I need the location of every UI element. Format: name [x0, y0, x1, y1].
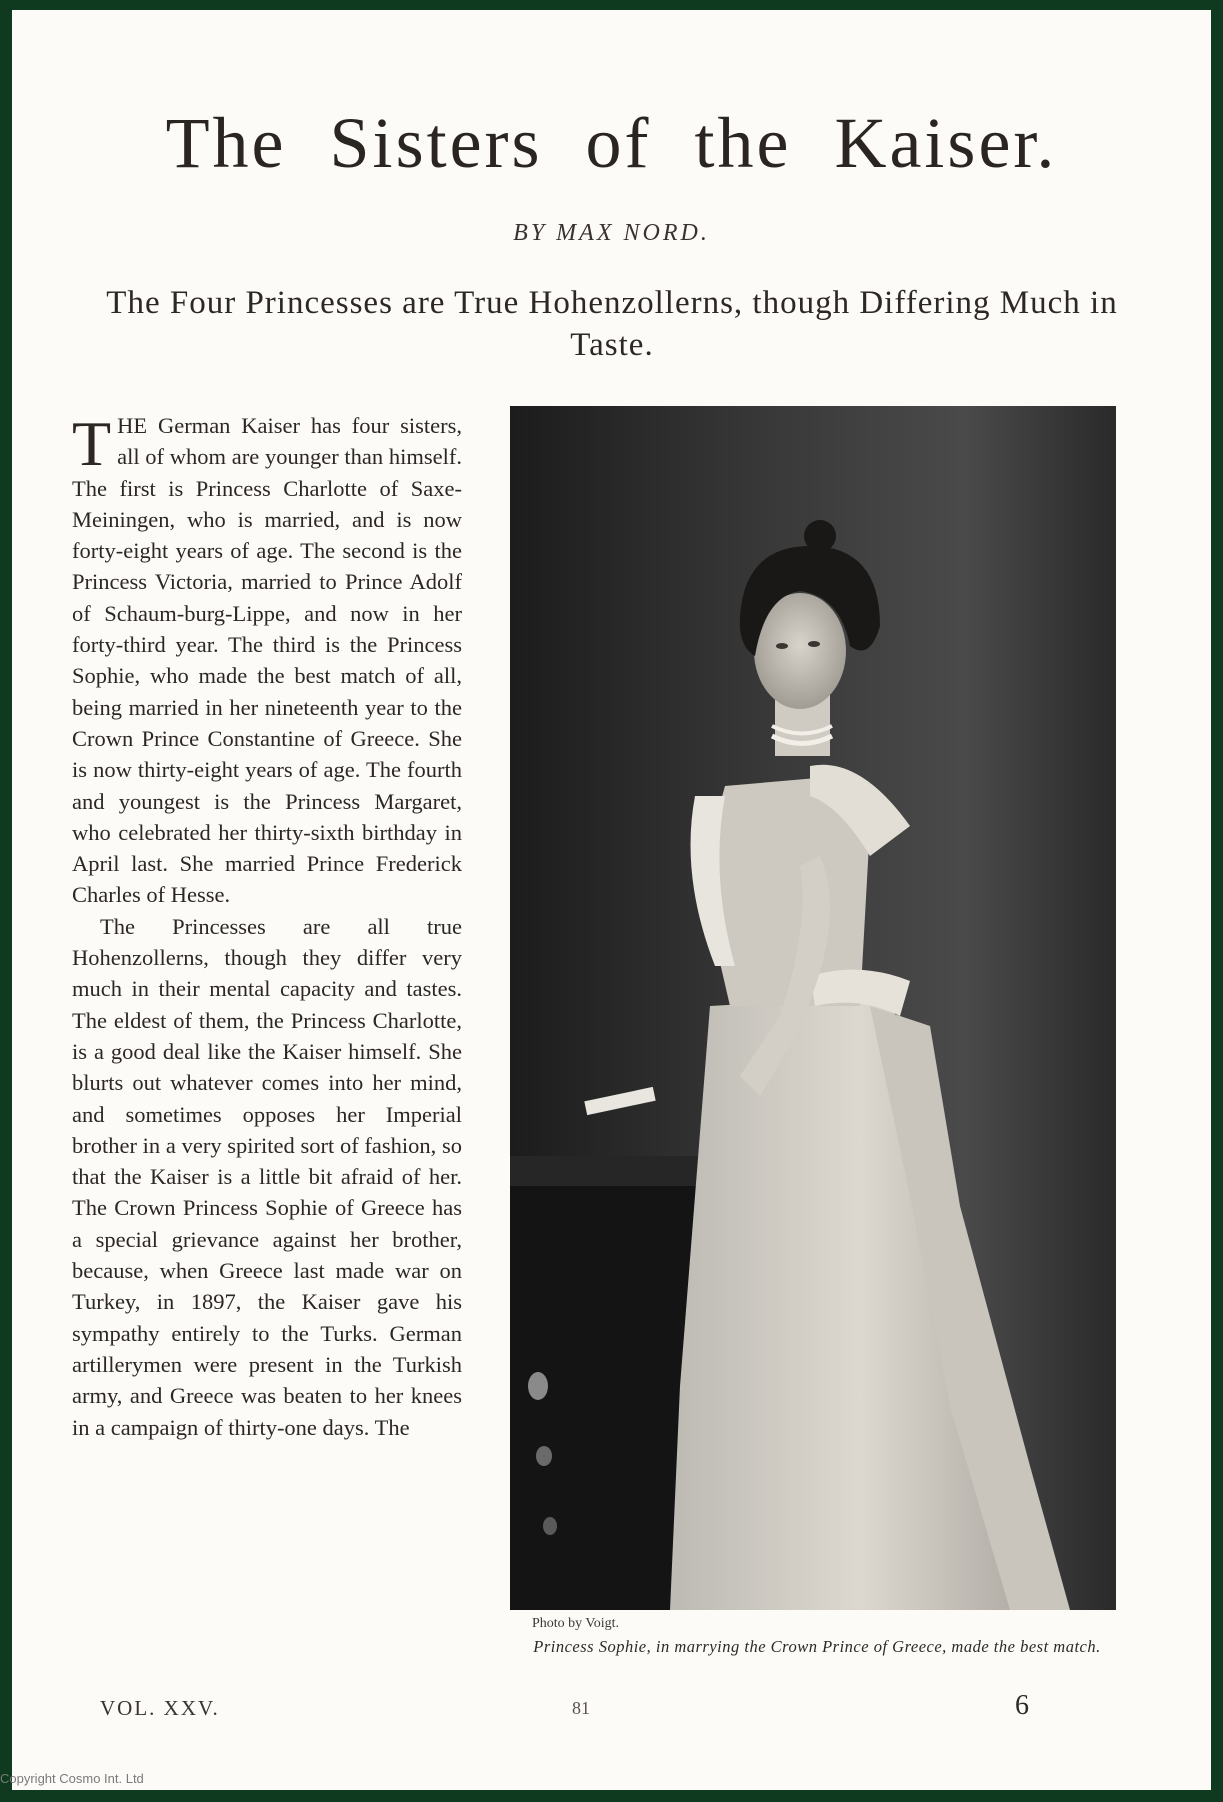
article-byline: BY MAX NORD. [513, 220, 710, 246]
princess-sophie-photo [510, 406, 1116, 1610]
drop-cap: T [72, 408, 112, 479]
magazine-page [12, 10, 1211, 1790]
paragraph-1-text: HE German Kaiser has four sisters, all of whom are younger than himself. The first is Princess Charlotte of Saxe-Meiningen, who is married, and is now forty-eight years of age. The second is the Princess Victoria, married to Prince Adolf of Schaum-burg-Lippe, and now in her forty-third year. The third is the Princess Sophie, who made the best match of all, being married in her nineteenth year to the Crown Prince Constantine of Greece. She is now thirty-eight years of age. The fourth and youngest is the Princess Margaret, who celebrated her thirty-sixth birthday in April last. She married Prince Frederick Charles of Hesse. [72, 413, 462, 908]
article-title: The Sisters of the Kaiser. [165, 103, 1058, 183]
article-body [72, 410, 462, 1443]
paragraph-1 [72, 410, 462, 911]
paragraph-2: The Princesses are all true Hohenzollerns, though they differ very much in their mental capacity and tastes. The eldest of them, the Princess Charlotte, is a good deal like the Kaiser himself. She blurts out whatever comes into her mind, and sometimes opposes her Imperial brother in a very spirited sort of fashion, so that the Kaiser is a little bit afraid of her. The Crown Princess Sophie of Greece has a special grievance against her brother, because, when Greece last made war on Turkey, in 1897, the Kaiser gave his sympathy entirely to the Turks. German artillerymen were present in the Turkish army, and Greece was beaten to her knees in a campaign of thirty-one days. The [72, 913, 462, 1440]
part-number: 6 [1015, 1690, 1029, 1721]
copyright-notice: Copyright Cosmo Int. Ltd [0, 1771, 144, 1786]
article-subtitle: The Four Princesses are True Hohenzollerns, though Differing Much in Taste. [106, 285, 1118, 363]
page-number: 81 [572, 1698, 590, 1718]
photo-credit: Photo by Voigt. [532, 1616, 620, 1631]
photo-caption: Princess Sophie, in marrying the Crown Prince of Greece, made the best match. [533, 1637, 1101, 1656]
volume-label: VOL. XXV. [100, 1696, 220, 1720]
